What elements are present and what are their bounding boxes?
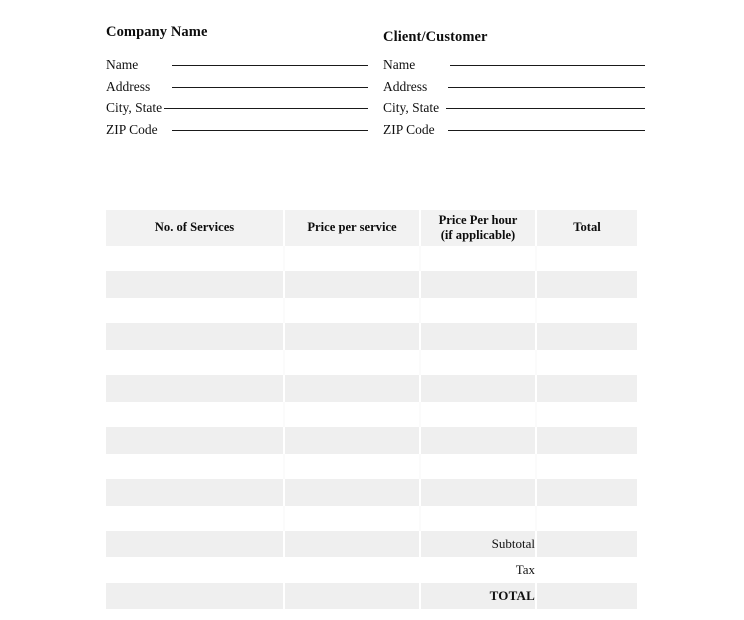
column-header-services: No. of Services: [106, 210, 284, 246]
client-city-state-label: City, State: [383, 100, 440, 115]
company-city-state-label: City, State: [106, 100, 163, 115]
subtotal-row: [106, 531, 637, 557]
cell-services: [106, 557, 284, 583]
table-row-spacer: [106, 506, 637, 531]
company-name-input-rule[interactable]: [172, 65, 368, 66]
total-value[interactable]: [536, 583, 637, 609]
client-block: [383, 0, 645, 143]
table-row[interactable]: [106, 375, 637, 402]
table-row[interactable]: [106, 271, 637, 298]
company-field-list: [106, 57, 368, 143]
column-header-price-per-hour-line2: (if applicable): [440, 228, 516, 242]
cell-services[interactable]: [106, 323, 284, 350]
company-field-zip-code: [106, 122, 368, 144]
cell-price-per-service[interactable]: [284, 271, 420, 298]
cell-services: [106, 350, 284, 375]
cell-price-per-service: [284, 298, 420, 323]
table-row[interactable]: [106, 427, 637, 454]
client-address-label: Address: [383, 78, 428, 94]
cell-total: [536, 402, 637, 427]
cell-price-per-hour[interactable]: [420, 479, 536, 506]
column-header-total: Total: [536, 210, 637, 246]
cell-price-per-service: [284, 454, 420, 479]
cell-price-per-service: [284, 350, 420, 375]
company-zip-code-label: ZIP Code: [106, 121, 158, 137]
table-row-spacer: [106, 246, 637, 271]
company-name-label: Name: [106, 57, 139, 72]
subtotal-label: Subtotal: [420, 531, 536, 557]
cell-total[interactable]: [536, 427, 637, 454]
client-field-city-state: [383, 100, 645, 122]
company-city-state-input-rule[interactable]: [164, 108, 368, 109]
cell-total[interactable]: [536, 479, 637, 506]
client-block-title: Client/Customer: [383, 29, 488, 45]
cell-total: [536, 246, 637, 271]
cell-price-per-hour: [420, 454, 536, 479]
company-address-label: Address: [106, 78, 151, 94]
client-name-label: Name: [383, 57, 416, 72]
client-zip-code-input-rule[interactable]: [448, 130, 645, 131]
client-field-list: [383, 57, 645, 143]
cell-price-per-hour[interactable]: [420, 323, 536, 350]
cell-total: [536, 454, 637, 479]
table-row[interactable]: [106, 479, 637, 506]
client-zip-code-label: ZIP Code: [383, 121, 435, 137]
cell-services: [106, 506, 284, 531]
tax-label: Tax: [420, 557, 536, 583]
company-block: [106, 0, 368, 143]
company-zip-code-input-rule[interactable]: [172, 130, 368, 131]
cell-services: [106, 531, 284, 557]
cell-price-per-service: [284, 583, 420, 609]
total-label: TOTAL: [420, 583, 536, 609]
client-address-input-rule[interactable]: [448, 87, 645, 88]
cell-total[interactable]: [536, 271, 637, 298]
cell-price-per-hour: [420, 246, 536, 271]
cell-services: [106, 583, 284, 609]
cell-services: [106, 246, 284, 271]
cell-price-per-service[interactable]: [284, 323, 420, 350]
tax-row: [106, 557, 637, 583]
cell-total[interactable]: [536, 323, 637, 350]
company-field-city-state: [106, 100, 368, 122]
cell-price-per-hour: [420, 298, 536, 323]
cell-services[interactable]: [106, 479, 284, 506]
client-field-zip-code: [383, 122, 645, 144]
cell-price-per-hour: [420, 506, 536, 531]
cell-services: [106, 298, 284, 323]
total-row: [106, 583, 637, 609]
cell-price-per-service: [284, 246, 420, 271]
cell-price-per-hour[interactable]: [420, 375, 536, 402]
table-row-spacer: [106, 402, 637, 427]
cell-price-per-service: [284, 402, 420, 427]
subtotal-value[interactable]: [536, 531, 637, 557]
services-table-head: [106, 210, 637, 246]
table-header-row: [106, 210, 637, 246]
cell-price-per-service: [284, 531, 420, 557]
client-city-state-input-rule[interactable]: [446, 108, 645, 109]
cell-total: [536, 350, 637, 375]
cell-price-per-service[interactable]: [284, 375, 420, 402]
cell-total: [536, 298, 637, 323]
cell-services[interactable]: [106, 375, 284, 402]
cell-price-per-hour: [420, 350, 536, 375]
cell-price-per-hour[interactable]: [420, 427, 536, 454]
column-header-price-per-hour: [420, 210, 536, 246]
column-header-price-per-service: Price per service: [284, 210, 420, 246]
cell-price-per-service: [284, 506, 420, 531]
services-table: [106, 210, 637, 609]
tax-value[interactable]: [536, 557, 637, 583]
cell-total[interactable]: [536, 375, 637, 402]
services-table-body: [106, 246, 637, 609]
cell-services[interactable]: [106, 427, 284, 454]
table-row[interactable]: [106, 323, 637, 350]
column-header-price-per-hour-line1: Price Per hour: [438, 212, 518, 227]
cell-price-per-hour[interactable]: [420, 271, 536, 298]
client-name-input-rule[interactable]: [450, 65, 645, 66]
client-field-address: [383, 79, 645, 101]
cell-price-per-service[interactable]: [284, 427, 420, 454]
cell-services[interactable]: [106, 271, 284, 298]
client-field-name: [383, 57, 645, 79]
table-row-spacer: [106, 298, 637, 323]
cell-price-per-service: [284, 557, 420, 583]
table-row-spacer: [106, 454, 637, 479]
company-field-name: [106, 57, 368, 79]
cell-price-per-service[interactable]: [284, 479, 420, 506]
company-field-address: [106, 79, 368, 101]
table-row-spacer: [106, 350, 637, 375]
company-block-title: Company Name: [106, 24, 208, 40]
cell-services: [106, 402, 284, 427]
cell-price-per-hour: [420, 402, 536, 427]
cell-services: [106, 454, 284, 479]
company-address-input-rule[interactable]: [172, 87, 368, 88]
cell-total: [536, 506, 637, 531]
